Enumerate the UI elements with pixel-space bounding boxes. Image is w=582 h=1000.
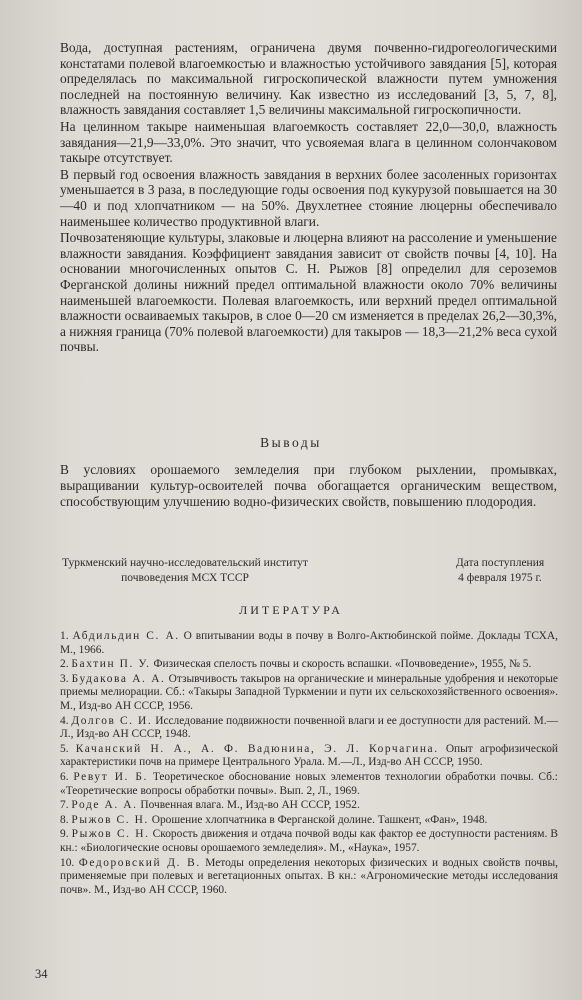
ref-number: 1.: [60, 630, 69, 642]
reference-item: [60, 658, 558, 672]
reference-item: [60, 857, 558, 898]
ref-author: Будакова А. А.: [71, 672, 166, 685]
ref-author: Качанский Н. А., А. Ф. Вадюнина, Э. Л. Корчагина.: [75, 742, 439, 755]
paragraph-4: Почвозатеняющие культуры, злаковые и люцерна влияют на рассоление и уменьшение влажности завядания. Коэффициент завядания зависит от свойств почвы [4, 10]. На основании многочисленных опытов С. Н. Рыжов [8] определил для сероземов Ферганской долины нижний предел оптимальной влажности около 70% величины наименьшей влагоемкости. Полевая влагоемкость, или верхний предел оптимальной влажности осваиваемых такыров, в слое 0—20 см изменяется в пределах 26,2—30,3%, а нижняя граница (70% полевой влагоемкости) для такыров — 18,3—21,2% веса сухой почвы.: [60, 230, 558, 355]
ref-author: Долгов С. И.: [71, 714, 153, 727]
reference-item: [60, 799, 558, 813]
ref-author: Федоровский Д. В.: [78, 856, 201, 869]
reference-item: [60, 715, 558, 742]
ref-text: О впитывании воды в почву в Волго-Актюбинской пойме. Доклады ТСХА, М., 1966.: [60, 630, 558, 656]
ref-author: Рыжов С. Н.: [71, 813, 149, 826]
date-line-1: Дата поступления: [455, 557, 545, 569]
received-date-info: [440, 556, 560, 586]
page-number: 34: [35, 967, 48, 981]
conclusions-heading: Выводы: [260, 435, 322, 450]
reference-item: [60, 673, 558, 714]
reference-item: [60, 630, 558, 657]
reference-item: [60, 743, 558, 770]
ref-text: Физическая спелость почвы и скорость вспашки. «Почвоведение», 1955, № 5.: [153, 658, 532, 671]
ref-text: Опыт агрофизической характеристики почв на примере Центрального Урала. М.—Л., Изд-во АН СССР, 1950.: [60, 742, 558, 769]
ref-number: 4.: [60, 714, 69, 727]
ref-text: Орошение хлопчатника в Ферганской долине. Ташкент, «Фан», 1948.: [151, 813, 488, 826]
ref-number: 8.: [60, 813, 69, 826]
reference-item: [60, 814, 558, 828]
reference-item: [60, 828, 558, 855]
ref-number: 10.: [60, 856, 75, 869]
ref-number: 9.: [60, 828, 69, 841]
ref-author: Ревут И. Б.: [73, 770, 148, 783]
date-line-2: 4 февраля 1975 г.: [458, 572, 542, 584]
ref-author: Рыжов С. Н.: [71, 828, 150, 841]
references-list: [60, 630, 558, 898]
ref-number: 2.: [60, 658, 69, 671]
paragraph-2: На целинном такыре наименьшая влагоемкость составляет 22,0—30,0, влажность завядания—21,9—33,0%. Это значит, что усвояемая влага в целинном солончаковом такыре отсутствует.: [60, 118, 557, 166]
ref-text: Скорость движения и отдача почвой воды как фактор ее доступности растениям. В кн.: «Биологические основы орошаемого земледелия». М., «Наука», 1957.: [60, 828, 558, 854]
body-text: [60, 40, 557, 356]
ref-text: Исследование подвижности почвенной влаги и ее доступности для растений. М.—Л., Изд-во АН СССР, 1948.: [60, 714, 558, 741]
conclusions-section: [60, 462, 557, 509]
ref-text: Теоретическое обоснование новых элементов технологии обработки почвы. Сб.: «Теоретические вопросы обработки почвы». Вып. 2, Л., 1969.: [60, 770, 558, 797]
ref-number: 6.: [60, 770, 69, 783]
institute-info: [35, 556, 335, 586]
paragraph-1: Вода, доступная растениям, ограничена двумя почвенно-гидрогеологическими констатами полевой влагоемкостью и влажностью устойчивого завядания [5], которая определялась по максимальной гигроскопической влажности путем умножения последней на постоянную величину. Как известно из исследований [3, 5, 7, 8], влажность завядания составляет 1,5 величины максимальной гигроскопичности.: [60, 40, 557, 118]
reference-item: [60, 771, 558, 798]
institute-line-2: почвоведения МСХ ТССР: [121, 572, 249, 584]
ref-author: Роде А. А.: [71, 799, 138, 812]
conclusions-text: В условиях орошаемого земледелия при глубоком рыхлении, промывках, выращивании культур-освоителей почва обогащается органическим веществом, способствующим улучшению водно-физических свойств, повышению плодородия.: [60, 462, 557, 509]
ref-number: 3.: [60, 672, 69, 685]
ref-number: 5.: [60, 742, 69, 755]
ref-text: Отзывчивость такыров на органические и минеральные удобрения и некоторые приемы мелиорации. Сб.: «Такыры Западной Туркмении и пути их сельскохозяйственного освоения». М., Изд-во АН СССР, 1956.: [60, 672, 558, 712]
ref-text: Методы определения некоторых физических и водных свойств почвы, применяемые при полевых и вегетационных опытах. В кн.: «Агрономические методы исследования почв». М., Изд-во АН СССР, 1960.: [60, 856, 558, 896]
ref-author: Бахтин П. У.: [71, 658, 151, 671]
institute-line-1: Туркменский научно-исследовательский институт: [62, 557, 308, 569]
ref-number: 7.: [60, 799, 69, 812]
paragraph-3: В первый год освоения влажность завядания в верхних более засоленных горизонтах уменьшается в 3 раза, в последующие годы освоения под кукурузой повышается на 30—40 и под хлопчатником — на 50%. Двухлетнее стояние люцерны обеспечивало наименьшее количество продуктивной влаги.: [60, 166, 557, 229]
ref-text: Почвенная влага. М., Изд-во АН СССР, 1952.: [140, 799, 360, 812]
ref-author: Абдильдин С. А.: [72, 630, 180, 642]
literature-heading: ЛИТЕРАТУРА: [239, 603, 343, 617]
